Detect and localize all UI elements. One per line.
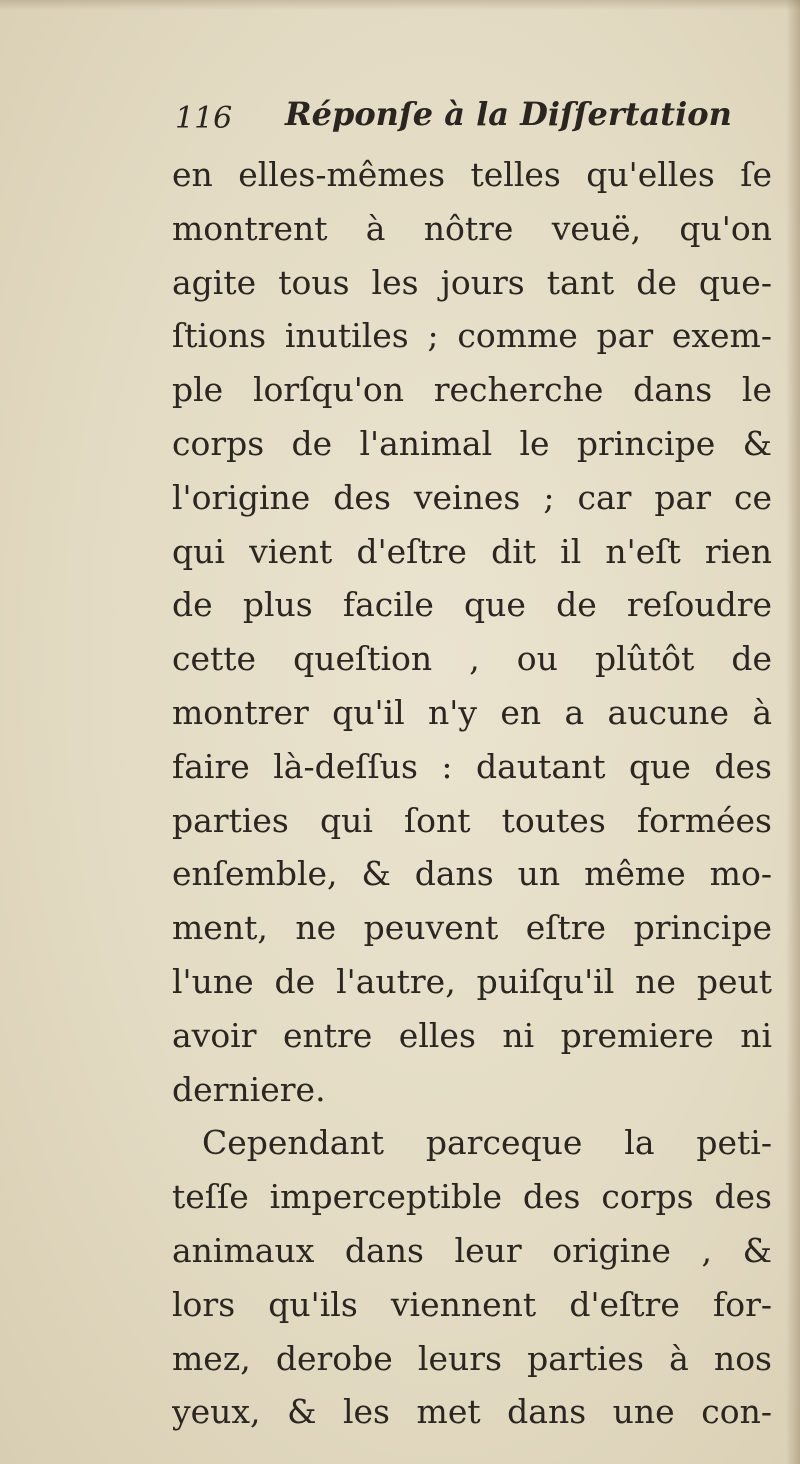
- text-line: qui vient d'eſtre dit il n'eſt rien: [172, 531, 772, 571]
- text-line: en elles-mêmes telles qu'elles ſe: [172, 155, 772, 194]
- text-line: animaux dans leur origine , &: [172, 1230, 772, 1270]
- text-line: lors qu'ils viennent d'eſtre for-: [172, 1284, 772, 1324]
- text-line: l'origine des veines ; car par ce: [172, 477, 772, 517]
- text-line: ment, ne peuvent eſtre principe: [172, 908, 772, 948]
- body-text: [172, 148, 772, 1439]
- text-line: agite tous les jours tant de que-: [172, 262, 772, 302]
- text-line: de plus facile que de reſoudre: [172, 585, 772, 625]
- running-title: Réponſe à la Diſſertation: [285, 95, 732, 133]
- text-line: montrent à nôtre veuë, qu'on: [172, 208, 772, 248]
- text-line: avoir entre elles ni premiere ni: [172, 1015, 772, 1055]
- text-line: enſemble, & dans un même mo-: [172, 854, 772, 894]
- page-edge-shadow: [786, 0, 800, 1464]
- text-line: l'une de l'autre, puiſqu'il ne peut: [172, 961, 772, 1001]
- paragraph-start-line: Cependant parceque la peti-: [202, 1123, 772, 1163]
- text-line: montrer qu'il n'y en a aucune à: [172, 692, 772, 732]
- text-line: corps de l'animal le principe &: [172, 423, 772, 463]
- page-number: 116: [175, 101, 233, 136]
- page-top-shadow: [0, 0, 800, 10]
- text-line: mez, derobe leurs parties à nos: [172, 1338, 772, 1378]
- text-line: ſtions inutiles ; comme par exem-: [172, 316, 772, 356]
- text-line: yeux, & les met dans une con-: [172, 1392, 772, 1432]
- page-header: [175, 95, 775, 143]
- text-line: cette queſtion , ou plûtôt de: [172, 639, 772, 679]
- text-line: teſſe imperceptible des corps des: [172, 1177, 772, 1217]
- text-line: ple lorſqu'on recherche dans le: [172, 370, 772, 410]
- text-line: parties qui ſont toutes formées: [172, 800, 772, 840]
- paragraph-end-line: derniere.: [172, 1069, 326, 1109]
- text-line: faire là-deſſus : dautant que des: [172, 746, 772, 786]
